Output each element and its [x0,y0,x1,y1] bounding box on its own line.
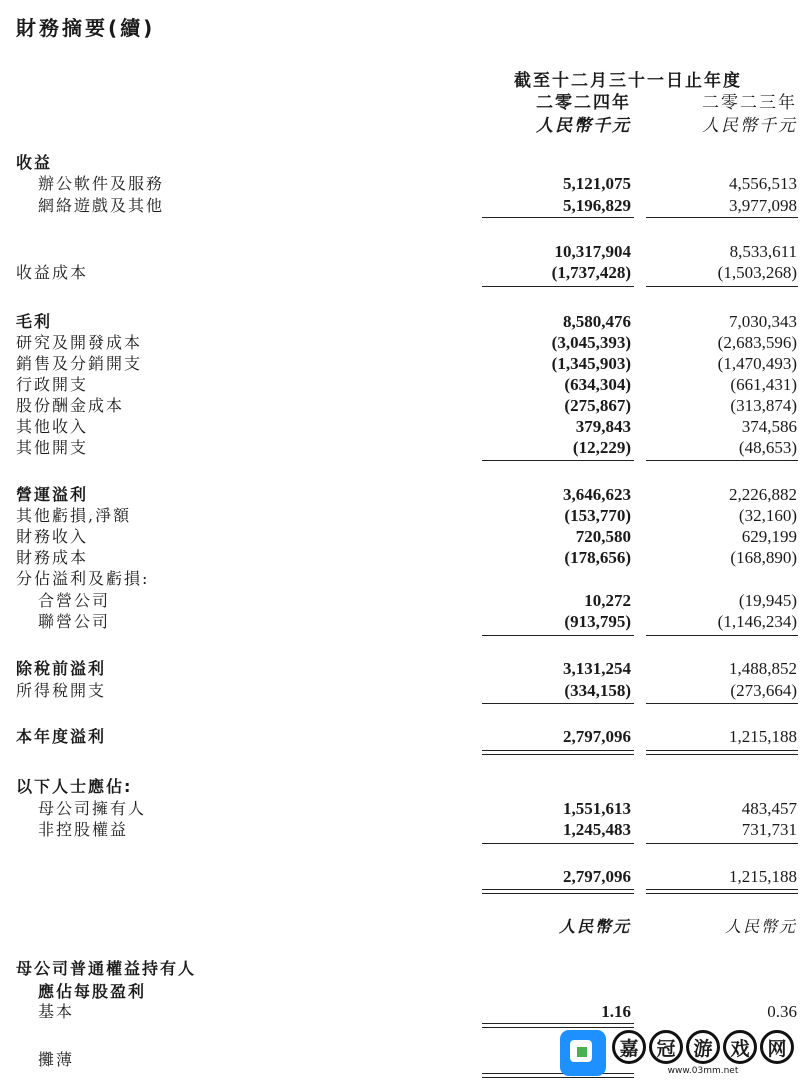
value-2024: 8,580,476 [563,312,631,331]
value-2023: (661,431) [730,375,797,394]
watermark-chars [612,1030,794,1064]
value-2024: 3,646,623 [563,485,631,504]
year2-header: 二零二三年 [702,93,797,113]
value-2023: 4,556,513 [729,174,797,193]
underline [646,460,798,461]
value-2023: (1,146,234) [717,612,797,631]
row-label: 分佔溢利及虧損: [16,569,150,588]
row-label: 辦公軟件及服務 [38,174,165,193]
table-row [0,526,811,547]
table-row [0,332,811,353]
value-2023: (273,664) [730,681,797,700]
table-row [0,981,811,1002]
value-2024: 2,797,096 [563,867,631,886]
row-label: 其他收入 [16,417,89,436]
table-row [0,416,811,437]
table-row [0,658,811,679]
value-2024: 5,121,075 [563,174,631,193]
underline [646,286,798,287]
table-row [0,547,811,568]
value-2023: 8,533,611 [729,242,797,261]
table-row [0,311,811,332]
double-underline [482,750,634,751]
row-label: 非控股權益 [38,820,129,839]
row-label: 所得稅開支 [16,681,107,700]
logo-mark-icon [560,1030,606,1076]
underline [646,843,798,844]
value-2024: (178,656) [564,548,631,567]
row-label: 本年度溢利 [16,727,107,746]
table-row [0,437,811,458]
value-2023: (32,160) [738,506,797,525]
row-label: 行政開支 [16,375,89,394]
value-2023: (313,874) [730,396,797,415]
value-2024: (1,345,903) [551,354,631,373]
table-row [0,680,811,701]
value-2024: 5,196,829 [563,196,631,215]
double-underline [646,889,798,890]
double-underline [482,889,634,890]
double-underline [646,754,798,755]
row-label: 聯營公司 [38,612,111,631]
value-2023: (1,470,493) [717,354,797,373]
value-2023: (1,503,268) [717,263,797,282]
watermark-url: www.03mm.net [667,1066,739,1076]
value-2023: 3,977,098 [729,196,797,215]
value-2024: 人民幣元 [558,917,631,936]
table-row [0,590,811,611]
row-label: 其他開支 [16,438,89,457]
value-2023: 人民幣元 [724,917,797,936]
value-2024: 3,131,254 [563,659,631,678]
value-2023: 1,488,852 [729,659,797,678]
table-row [0,262,811,283]
row-label: 銷售及分銷開支 [16,354,143,373]
row-label: 收益 [16,153,53,172]
value-2023: (2,683,596) [717,333,797,352]
value-2023: 1,215,188 [729,727,797,746]
value-2024: 1,245,483 [563,820,631,839]
underline [482,217,634,218]
value-2024: 10,317,904 [554,242,631,261]
table-row [0,568,811,589]
value-2023: 1,215,188 [729,867,797,886]
value-2023: 7,030,343 [729,312,797,331]
value-2024: (634,304) [564,375,631,394]
row-label: 攤薄 [38,1050,75,1069]
underline [482,460,634,461]
value-2023: 731,731 [741,820,797,839]
row-label: 以下人士應佔: [16,777,133,796]
watermark-logo [560,1024,805,1082]
table-row [0,1001,811,1022]
value-2024: 2,797,096 [563,727,631,746]
value-2024: 1.16 [601,1002,631,1021]
watermark-char: 冠 [649,1030,683,1064]
value-2024: 379,843 [575,417,631,436]
unit1-header: 人民幣千元 [536,116,631,136]
period-header: 截至十二月三十一日止年度 [514,71,742,91]
table-row [0,152,811,173]
year1-header: 二零二四年 [536,93,631,113]
table-row [0,374,811,395]
row-label: 股份酬金成本 [16,396,125,415]
table-row [0,776,811,797]
row-label: 網絡遊戲及其他 [38,196,165,215]
table-row [0,611,811,632]
row-label: 母公司擁有人 [38,799,147,818]
unit2-header: 人民幣千元 [702,116,797,136]
table-row [0,798,811,819]
value-2023: 483,457 [741,799,797,818]
underline [482,703,634,704]
value-2024: (3,045,393) [551,333,631,352]
table-row [0,505,811,526]
page-title: 財務摘要(續) [16,16,156,40]
row-label: 其他虧損,淨額 [16,506,132,525]
value-2024: (12,229) [572,438,631,457]
table-row [0,819,811,840]
table-row [0,866,811,887]
table-row [0,958,811,979]
value-2024: 720,580 [575,527,631,546]
underline [646,635,798,636]
table-row [0,195,811,216]
value-2024: (1,737,428) [551,263,631,282]
underline [482,635,634,636]
table-row [0,484,811,505]
value-2023: 629,199 [741,527,797,546]
value-2023: 0.36 [767,1002,797,1021]
row-label: 財務收入 [16,527,89,546]
value-2024: (275,867) [564,396,631,415]
watermark-char: 游 [686,1030,720,1064]
value-2024: (913,795) [564,612,631,631]
table-row [0,916,811,937]
watermark-char: 嘉 [612,1030,646,1064]
row-label: 母公司普通權益持有人 [16,959,197,978]
value-2024: (334,158) [564,681,631,700]
row-label: 毛利 [16,312,53,331]
double-underline [482,893,634,894]
double-underline [646,750,798,751]
row-label: 收益成本 [16,263,89,282]
row-label: 財務成本 [16,548,89,567]
table-row [0,241,811,262]
row-label: 研究及開發成本 [16,333,143,352]
double-underline [646,893,798,894]
value-2023: (168,890) [730,548,797,567]
table-row [0,173,811,194]
underline [646,703,798,704]
underline [482,286,634,287]
value-2023: (48,653) [738,438,797,457]
table-row [0,726,811,747]
double-underline [482,754,634,755]
value-2023: (19,945) [738,591,797,610]
value-2024: 10,272 [584,591,631,610]
row-label: 基本 [38,1002,75,1021]
table-row [0,395,811,416]
underline [646,217,798,218]
table-row [0,353,811,374]
watermark-char: 网 [760,1030,794,1064]
value-2023: 374,586 [741,417,797,436]
value-2023: 2,226,882 [729,485,797,504]
value-2024: 1,551,613 [563,799,631,818]
watermark-char: 戏 [723,1030,757,1064]
row-label: 應佔每股盈利 [38,982,147,1001]
value-2024: (153,770) [564,506,631,525]
row-label: 合營公司 [38,591,111,610]
row-label: 營運溢利 [16,485,89,504]
row-label: 除稅前溢利 [16,659,107,678]
underline [482,843,634,844]
